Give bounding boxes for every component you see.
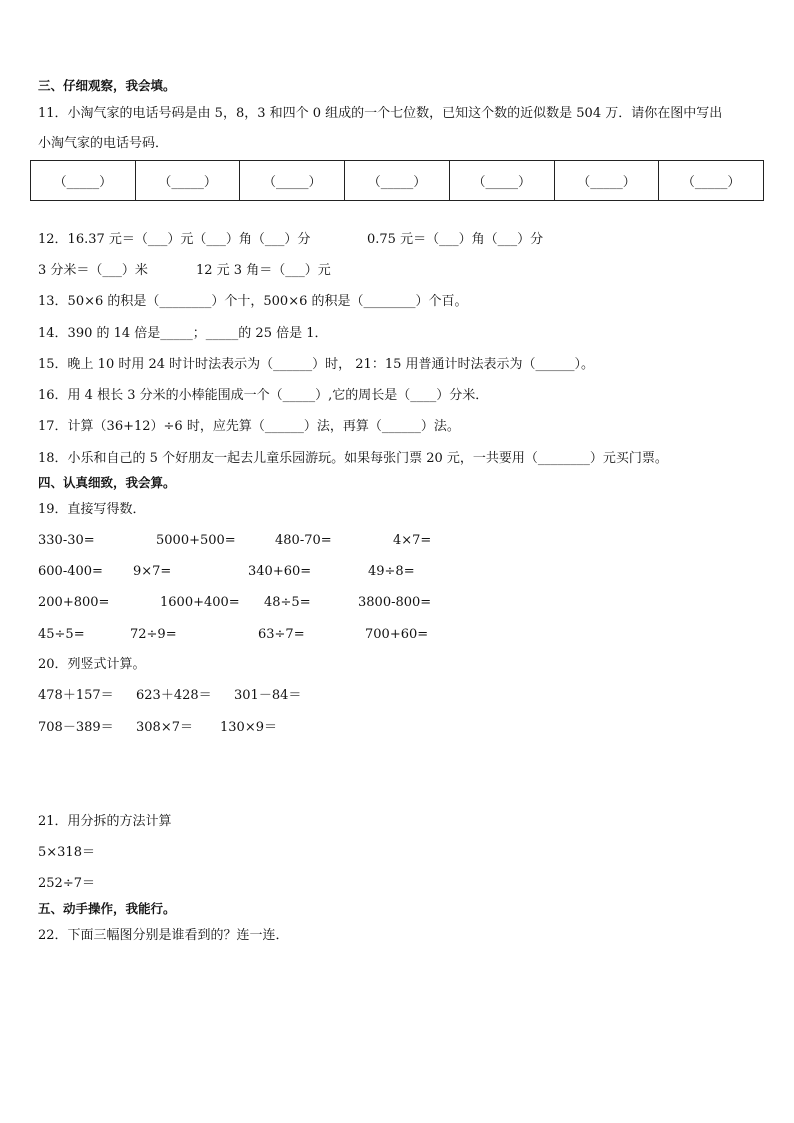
digit-blank: （_____）: [577, 175, 636, 190]
digit-blank: （_____）: [53, 175, 113, 190]
calc-item: 45÷5=: [38, 627, 85, 642]
question-15-text: 15．晚上 10 时用 24 时计时法表示为（______）时， 21：15 用普通计时法表示为（______）。: [38, 357, 595, 372]
calc-item: 700+60=: [365, 627, 429, 642]
question-18-text: 18．小乐和自己的 5 个好朋友一起去儿童乐园游玩。如果每张门票 20 元，一共要用（________）元买门票。: [38, 451, 668, 466]
digit-cell[interactable]: [136, 161, 241, 200]
phone-number-table: [30, 160, 764, 201]
question-11-text: 11．小淘气家的电话号码是由 5，8，3 和四个 0 组成的一个七位数，已知这个数的近似数是 504 万．请你在图中写出: [38, 106, 723, 121]
calc-item: 330-30=: [38, 533, 95, 548]
calc-item: 48÷5=: [264, 595, 311, 610]
vertical-calc-item: 301－84＝: [234, 688, 302, 703]
digit-cell[interactable]: [240, 161, 345, 200]
question-21-text: 21．用分拆的方法计算: [38, 814, 172, 829]
digit-blank: （_____）: [367, 175, 427, 190]
calc-item: 1600+400=: [160, 595, 240, 610]
calc-item: 63÷7=: [258, 627, 305, 642]
question-12-part-d: 12 元 3 角＝（___）元: [196, 263, 331, 278]
calc-item: 5000+500=: [156, 533, 236, 548]
section-3-heading: 三、仔细观察，我会填。: [38, 78, 176, 93]
vertical-calc-item: 623＋428＝: [136, 688, 212, 703]
question-11-text-cont: 小淘气家的电话号码．: [38, 136, 169, 151]
calc-item: 200+800=: [38, 595, 110, 610]
question-13-text: 13．50×6 的积是（________）个十，500×6 的积是（________）个百。: [38, 294, 468, 309]
question-16-text: 16．用 4 根长 3 分米的小棒能围成一个（_____）,它的周长是（____）分米．: [38, 388, 489, 403]
vertical-calc-item: 130×9＝: [220, 720, 277, 735]
digit-cell[interactable]: [659, 161, 763, 200]
calc-item: 72÷9=: [130, 627, 177, 642]
digit-blank: （_____）: [263, 175, 322, 190]
question-20-text: 20．列竖式计算。: [38, 657, 146, 672]
digit-cell[interactable]: [345, 161, 450, 200]
section-5-heading: 五、动手操作，我能行。: [38, 901, 176, 916]
question-17-text: 17．计算（36+12）÷6 时，应先算（______）法，再算（______）法。: [38, 419, 460, 434]
calc-item: 600-400=: [38, 564, 103, 579]
digit-blank: （_____）: [158, 175, 217, 190]
question-12-part-b: 0.75 元＝（___）角（___）分: [367, 232, 544, 247]
question-19-text: 19．直接写得数．: [38, 502, 146, 517]
calc-item: 49÷8=: [368, 564, 415, 579]
question-21-part-b: 252÷7＝: [38, 876, 95, 891]
digit-cell[interactable]: [450, 161, 555, 200]
calc-item: 4×7=: [393, 533, 432, 548]
calc-item: 3800-800=: [358, 595, 432, 610]
question-14-text: 14．390 的 14 倍是_____；_____的 25 倍是 1．: [38, 326, 328, 341]
calc-item: 340+60=: [248, 564, 312, 579]
digit-cell[interactable]: [31, 161, 136, 200]
digit-cell[interactable]: [555, 161, 660, 200]
question-22-text: 22．下面三幅图分别是谁看到的？连一连．: [38, 928, 289, 943]
question-21-part-a: 5×318＝: [38, 845, 95, 860]
digit-blank: （_____）: [472, 175, 531, 190]
calc-item: 480-70=: [275, 533, 332, 548]
vertical-calc-item: 708－389＝: [38, 720, 114, 735]
question-12-part-a: 12．16.37 元＝（___）元（___）角（___）分: [38, 232, 311, 247]
vertical-calc-item: 478＋157＝: [38, 688, 114, 703]
digit-blank: （_____）: [681, 175, 741, 190]
question-12-part-c: 3 分米＝（___）米: [38, 263, 148, 278]
section-4-heading: 四、认真细致，我会算。: [38, 475, 176, 490]
calc-item: 9×7=: [133, 564, 172, 579]
vertical-calc-item: 308×7＝: [136, 720, 193, 735]
